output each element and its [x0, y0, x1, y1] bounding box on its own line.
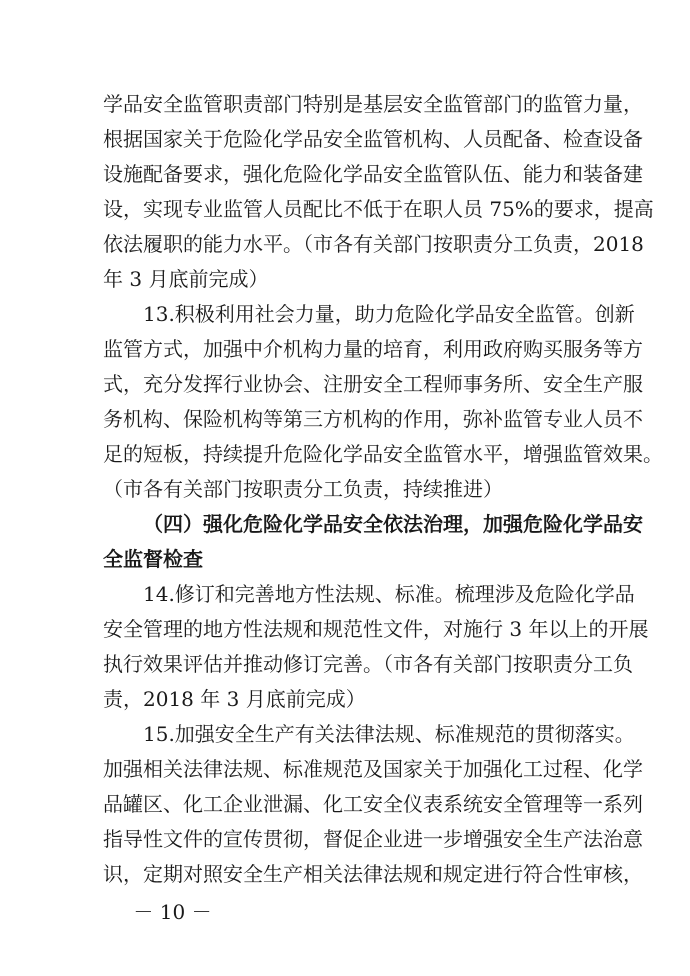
- section-heading: 全监督检查: [103, 547, 203, 571]
- text-line: 学品安全监管职责部门特别是基层安全监管部门的监管力量，: [103, 92, 643, 116]
- text-line: 品罐区、化工企业泄漏、化工安全仪表系统安全管理等一系列: [103, 792, 643, 816]
- text-line: 根据国家关于危险化学品安全监管机构、人员配备、检查设备: [103, 127, 643, 151]
- text-line: 加强相关法律法规、标准规范及国家关于加强化工过程、化学: [103, 757, 643, 781]
- text-line: 式，充分发挥行业协会、注册安全工程师事务所、安全生产服: [103, 372, 643, 396]
- text-line: （市各有关部门按职责分工负责，持续推进）: [103, 477, 503, 501]
- text-line: 足的短板，持续提升危险化学品安全监管水平，增强监管效果。: [103, 442, 663, 466]
- text-line: 监管方式，加强中介机构力量的培育，利用政府购买服务等方: [103, 337, 643, 361]
- text-line: 13.积极利用社会力量，助力危险化学品安全监管。创新: [143, 302, 635, 326]
- text-line: 设，实现专业监管人员配比不低于在职人员 75%的要求，提高: [103, 197, 654, 221]
- text-line: 年 3 月底前完成）: [103, 267, 269, 291]
- text-line: 识，定期对照安全生产相关法律法规和规定进行符合性审核，: [103, 862, 643, 886]
- text-line: 14.修订和完善地方性法规、标准。梳理涉及危险化学品: [143, 582, 635, 606]
- page-number: － 10 －: [133, 900, 212, 924]
- text-line: 安全管理的地方性法规和规范性文件，对施行 3 年以上的开展: [103, 617, 649, 641]
- text-line: 责，2018 年 3 月底前完成）: [103, 687, 366, 711]
- text-line: 15.加强安全生产有关法律法规、标准规范的贯彻落实。: [143, 722, 635, 746]
- text-line: 务机构、保险机构等第三方机构的作用，弥补监管专业人员不: [103, 407, 643, 431]
- section-heading: （四）强化危险化学品安全依法治理，加强危险化学品安: [143, 512, 643, 536]
- text-line: 设施配备要求，强化危险化学品安全监管队伍、能力和装备建: [103, 162, 643, 186]
- text-line: 依法履职的能力水平。（市各有关部门按职责分工负责，2018: [103, 232, 644, 256]
- text-line: 指导性文件的宣传贯彻，督促企业进一步增强安全生产法治意: [103, 827, 643, 851]
- text-line: 执行效果评估并推动修订完善。（市各有关部门按职责分工负: [103, 652, 633, 676]
